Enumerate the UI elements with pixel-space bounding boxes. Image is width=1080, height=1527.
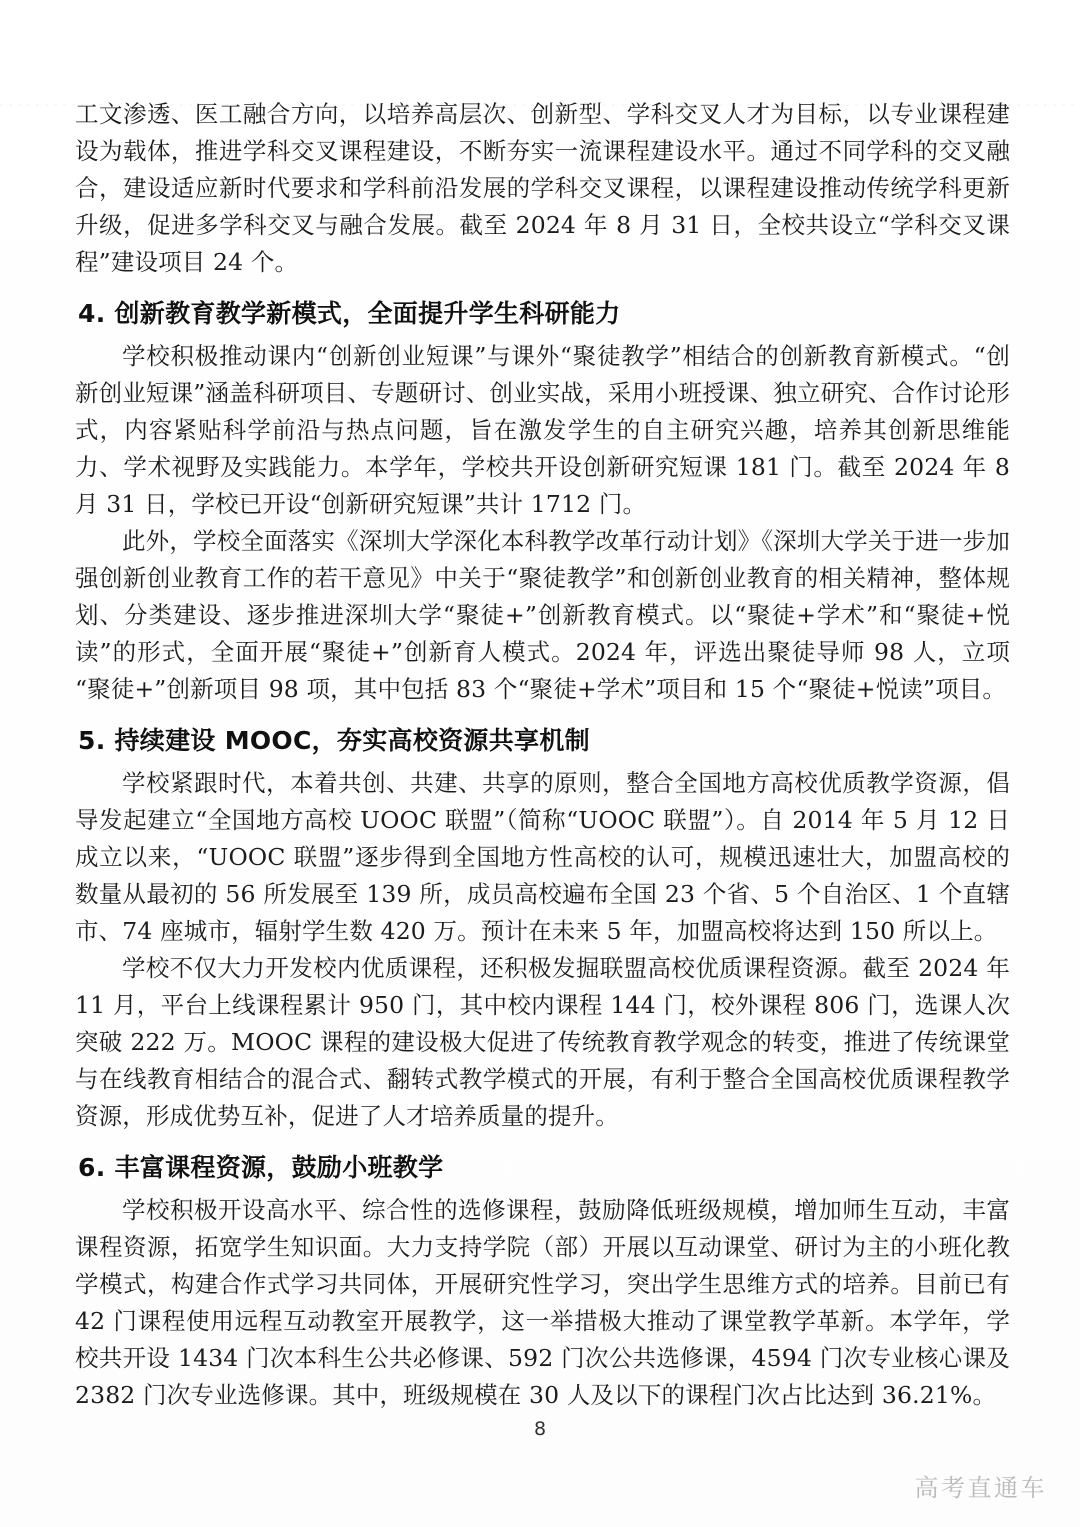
section-5-paragraph-2: 学校不仅大力开发校内优质课程，还积极发掘联盟高校优质课程资源。截至 2024 年 11 月，平台上线课程累计 950 门，其中校内课程 144 门，校外课程 806 门，选课人次突破 222 万。MOOC 课程的建设极大促进了传统教育教学观念的转变，推进了传统课堂与在线教育相结合的混合式、翻转式教学模式的开展，有利于整合全国高校优质课程教学资源，形成优势互补，促进了人才培养质量的提升。 (75, 954, 1010, 1130)
section-4-paragraph-2: 此外，学校全面落实《深圳大学深化本科教学改革行动计划》《深圳大学关于进一步加强创新创业教育工作的若干意见》中关于“聚徒教学”和创新创业教育的相关精神，整体规划、分类建设、逐步推进深圳大学“聚徒+”创新教育模式。以“聚徒+学术”和“聚徒+悦读”的形式，全面开展“聚徒+”创新育人模式。2024 年，评选出聚徒导师 98 人，立项“聚徒+”创新项目 98 项，其中包括 83 个“聚徒+学术”项目和 15 个“聚徒+悦读”项目。 (75, 527, 1010, 703)
page-number: 8 (533, 1418, 547, 1440)
section-heading-6: 6. 丰富课程资源，鼓励小班教学 (78, 1153, 444, 1182)
watermark: 高考直通车 (914, 1474, 1047, 1502)
section-heading-5: 5. 持续建设 MOOC，夯实高校资源共享机制 (78, 726, 590, 755)
section-4-paragraph-1: 学校积极推动课内“创新创业短课”与课外“聚徒教学”相结合的创新教育新模式。“创新创业短课”涵盖科研项目、专题研讨、创业实战，采用小班授课、独立研究、合作讨论形式，内容紧贴科学前沿与热点问题，旨在激发学生的自主研究兴趣，培养其创新思维能力、学术视野及实践能力。本学年，学校共开设创新研究短课 181 门。截至 2024 年 8 月 31 日，学校已开设“创新研究短课”共计 1712 门。 (75, 342, 1010, 518)
section-heading-4: 4. 创新教育教学新模式，全面提升学生科研能力 (78, 299, 621, 328)
section-5-paragraph-1: 学校紧跟时代，本着共创、共建、共享的原则，整合全国地方高校优质教学资源，倡导发起建立“全国地方高校 UOOC 联盟”（简称“UOOC 联盟”）。自 2014 年 5 月 12 日成立以来，“UOOC 联盟”逐步得到全国地方性高校的认可，规模迅速壮大，加盟高校的数量从最初的 56 所发展至 139 所，成员高校遍布全国 23 个省、5 个自治区、1 个直辖市、74 座城市，辐射学生数 420 万。预计在未来 5 年，加盟高校将达到 150 所以上。 (75, 769, 1010, 945)
section-6-paragraph-1: 学校积极开设高水平、综合性的选修课程，鼓励降低班级规模，增加师生互动，丰富课程资源，拓宽学生知识面。大力支持学院（部）开展以互动课堂、研讨为主的小班化教学模式，构建合作式学习共同体，开展研究性学习，突出学生思维方式的培养。目前已有 42 门课程使用远程互动教室开展教学，这一举措极大推动了课堂教学革新。本学年，学校共开设 1434 门次本科生公共必修课、592 门次公共选修课，4594 门次专业核心课及 2382 门次专业选修课。其中，班级规模在 30 人及以下的课程门次占比达到 36.21%。 (75, 1196, 1010, 1409)
page-content (75, 96, 1010, 1414)
paragraph-continued-from-previous-page: 工文渗透、医工融合方向，以培养高层次、创新型、学科交叉人才为目标，以专业课程建设为载体，推进学科交叉课程建设，不断夯实一流课程建设水平。通过不同学科的交叉融合，建设适应新时代要求和学科前沿发展的学科交叉课程，以课程建设推动传统学科更新升级，促进多学科交叉与融合发展。截至 2024 年 8 月 31 日，全校共设立“学科交叉课程”建设项目 24 个。 (75, 100, 1010, 276)
